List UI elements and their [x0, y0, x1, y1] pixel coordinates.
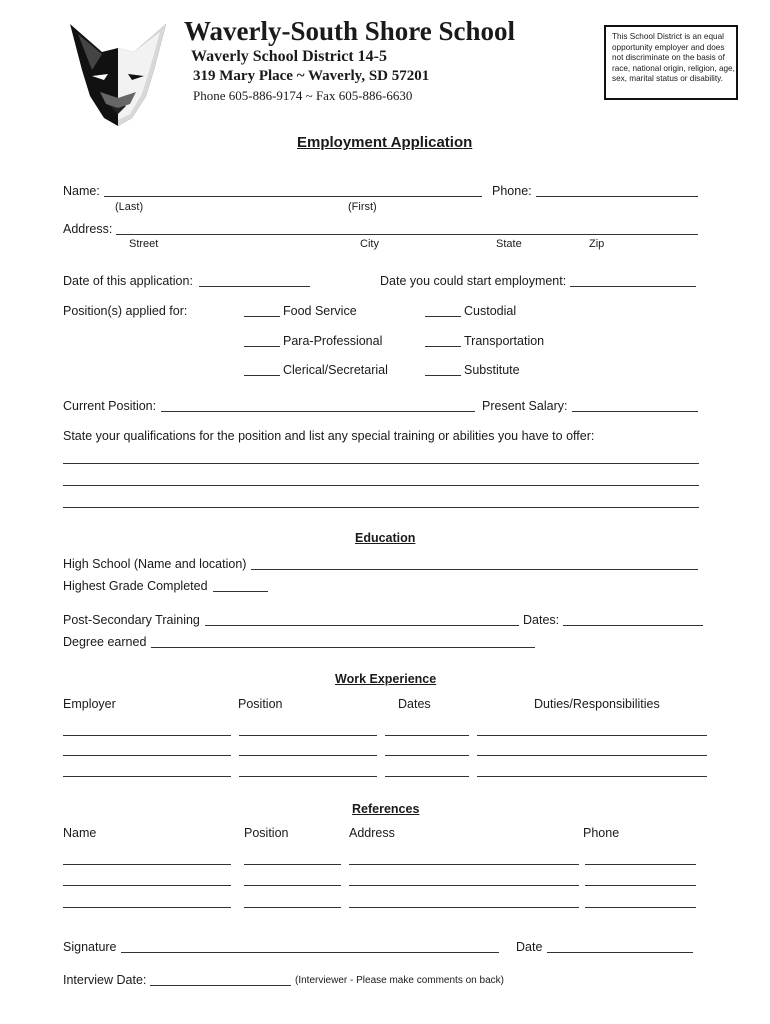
ref-row-1-position[interactable]: [244, 864, 341, 865]
education-heading: Education: [355, 531, 416, 545]
position-transportation: Transportation: [464, 334, 545, 348]
work-col-position: Position: [238, 697, 283, 711]
present-salary-field[interactable]: [572, 411, 698, 412]
ref-row-2-name[interactable]: [63, 885, 231, 886]
position-checkbox-transportation[interactable]: [425, 346, 461, 347]
signature-field[interactable]: [121, 952, 499, 953]
date-start-field[interactable]: [570, 286, 696, 287]
references-heading: References: [352, 802, 420, 816]
ref-row-3-address[interactable]: [349, 907, 579, 908]
school-name: Waverly-South Shore School: [184, 16, 516, 46]
ref-row-1-name[interactable]: [63, 864, 231, 865]
ref-col-phone: Phone: [583, 826, 620, 840]
work-row-2-dates[interactable]: [385, 755, 469, 756]
address-field[interactable]: [116, 234, 698, 235]
ref-row-3-name[interactable]: [63, 907, 231, 908]
date-application-label: Date of this application:: [63, 274, 193, 288]
name-field[interactable]: [104, 196, 482, 197]
ref-row-2-position[interactable]: [244, 885, 341, 886]
position-clerical: Clerical/Secretarial: [283, 363, 388, 377]
ref-col-name: Name: [63, 826, 97, 840]
signature-date-field[interactable]: [547, 952, 693, 953]
post-secondary-label: Post-Secondary Training: [63, 613, 200, 627]
position-checkbox-clerical[interactable]: [244, 375, 280, 376]
degree-label: Degree earned: [63, 635, 147, 649]
positions-label: Position(s) applied for:: [63, 304, 188, 318]
position-checkbox-para-professional[interactable]: [244, 346, 280, 347]
work-row-3-employer[interactable]: [63, 776, 231, 777]
high-school-field[interactable]: [251, 569, 698, 570]
name-label: Name:: [63, 184, 100, 198]
ref-row-3-position[interactable]: [244, 907, 341, 908]
work-row-1-position[interactable]: [239, 735, 377, 736]
position-para-professional: Para-Professional: [283, 334, 383, 348]
wolf-logo-icon: [62, 18, 174, 130]
phone-field[interactable]: [536, 196, 698, 197]
work-row-3-duties[interactable]: [477, 776, 707, 777]
interviewer-note: (Interviewer - Please make comments on back): [295, 975, 504, 986]
school-address: 319 Mary Place ~ Waverly, SD 57201: [193, 68, 430, 84]
work-col-employer: Employer: [63, 697, 116, 711]
position-checkbox-substitute[interactable]: [425, 375, 461, 376]
position-substitute: Substitute: [464, 363, 520, 377]
equal-opportunity-notice: This School District is an equal opportunity employer and does not discriminate on the basis of race, national origin, religion, age, sex, marital status or disability.: [604, 25, 738, 100]
position-checkbox-food-service[interactable]: [244, 316, 280, 317]
ref-col-address: Address: [349, 826, 395, 840]
work-row-2-position[interactable]: [239, 755, 377, 756]
work-row-1-employer[interactable]: [63, 735, 231, 736]
work-row-1-dates[interactable]: [385, 735, 469, 736]
position-food-service: Food Service: [283, 304, 357, 318]
interview-date-label: Interview Date:: [63, 973, 147, 987]
highest-grade-label: Highest Grade Completed: [63, 579, 208, 593]
degree-field[interactable]: [151, 647, 535, 648]
phone-fax: Phone 605-886-9174 ~ Fax 605-886-6630: [193, 88, 413, 103]
form-title: Employment Application: [297, 134, 473, 151]
position-checkbox-custodial[interactable]: [425, 316, 461, 317]
work-row-2-employer[interactable]: [63, 755, 231, 756]
current-position-label: Current Position:: [63, 399, 157, 413]
signature-date-label: Date: [516, 940, 543, 954]
highest-grade-field[interactable]: [213, 591, 268, 592]
current-position-field[interactable]: [161, 411, 475, 412]
street-label: Street: [129, 238, 159, 250]
present-salary-label: Present Salary:: [482, 399, 568, 413]
high-school-label: High School (Name and location): [63, 557, 247, 571]
first-label: (First): [348, 201, 377, 213]
work-row-3-position[interactable]: [239, 776, 377, 777]
qualifications-line-2[interactable]: [63, 485, 699, 486]
city-label: City: [360, 238, 379, 250]
work-heading: Work Experience: [335, 672, 437, 686]
district-name: Waverly School District 14-5: [191, 48, 387, 65]
work-row-2-duties[interactable]: [477, 755, 707, 756]
work-row-3-dates[interactable]: [385, 776, 469, 777]
date-application-field[interactable]: [199, 286, 310, 287]
signature-label: Signature: [63, 940, 117, 954]
date-start-label: Date you could start employment:: [380, 274, 567, 288]
work-col-duties: Duties/Responsibilities: [534, 697, 660, 711]
state-label: State: [496, 238, 522, 250]
position-custodial: Custodial: [464, 304, 517, 318]
post-secondary-field[interactable]: [205, 625, 519, 626]
ref-row-3-phone[interactable]: [585, 907, 696, 908]
qualifications-label: State your qualifications for the position and list any special training or abilities you have to offer:: [63, 429, 595, 443]
post-secondary-dates-label: Dates:: [523, 613, 560, 627]
ref-row-2-phone[interactable]: [585, 885, 696, 886]
last-label: (Last): [115, 201, 144, 213]
post-secondary-dates-field[interactable]: [563, 625, 703, 626]
qualifications-line-1[interactable]: [63, 463, 699, 464]
interview-date-field[interactable]: [150, 985, 291, 986]
ref-row-2-address[interactable]: [349, 885, 579, 886]
address-label: Address:: [63, 222, 113, 236]
phone-label: Phone:: [492, 184, 532, 198]
ref-col-position: Position: [244, 826, 289, 840]
zip-label: Zip: [589, 238, 605, 250]
work-col-dates: Dates: [398, 697, 431, 711]
ref-row-1-address[interactable]: [349, 864, 579, 865]
qualifications-line-3[interactable]: [63, 507, 699, 508]
work-row-1-duties[interactable]: [477, 735, 707, 736]
ref-row-1-phone[interactable]: [585, 864, 696, 865]
